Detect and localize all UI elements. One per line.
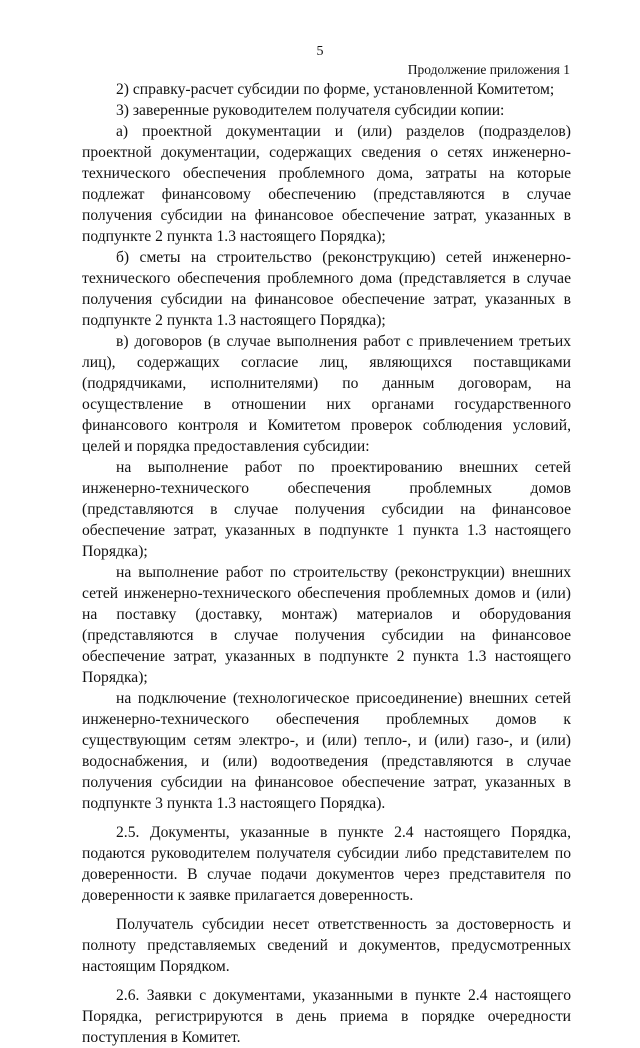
page-number: 5 bbox=[316, 44, 324, 59]
paragraph-subitem-b: б) сметы на строительство (реконструкцию) сетей инженерно-технического обеспечения проблемного дома (представляется в случае получения субсидии на финансовое обеспечение затрат, указанных в подпункте 2 пункта 1.3 настоящего Порядка); bbox=[82, 249, 571, 329]
paragraph-responsibility: Получатель субсидии несет ответственность за достоверность и полноту представляемых сведений и документов, предусмотренных настоящим Порядком. bbox=[82, 916, 571, 975]
appendix-continuation-note: Продолжение приложения 1 bbox=[407, 62, 570, 77]
paragraph-subitem-a: а) проектной документации и (или) разделов (подразделов) проектной документации, содержащих сведения о сетях инженерно-технического обеспечения проблемного дома, затраты на которые подлежат финансовому обеспечению (представляются в случае получения субсидии на финансовое обеспечение затрат, указанных в подпункте 2 пункта 1.3 настоящего Порядка); bbox=[82, 123, 571, 245]
paragraph-item-3: 3) заверенные руководителем получателя субсидии копии: bbox=[116, 102, 505, 119]
paragraph-construction-works: на выполнение работ по строительству (реконструкции) внешних сетей инженерно-технического обеспечения проблемных домов и (или) на поставку (доставку, монтаж) материалов и оборудования (представляются в случае получения субсидии на финансовое обеспечение затрат, указанных в подпункте 2 пункта 1.3 настоящего Порядка); bbox=[82, 564, 571, 686]
paragraph-item-2: 2) справку-расчет субсидии по форме, установленной Комитетом; bbox=[116, 81, 555, 98]
paragraph-subitem-v: в) договоров (в случае выполнения работ с привлечением третьих лиц), содержащих согласие лиц, являющихся поставщиками (подрядчиками, исполнителями) по данным договорам, на осуществление в отношении них органами государственного финансового контроля и Комитетом проверок соблюдения условий, целей и порядка предоставления субсидии: bbox=[82, 333, 571, 455]
paragraph-design-works: на выполнение работ по проектированию внешних сетей инженерно-технического обеспечения проблемных домов (представляются в случае получения субсидии на финансовое обеспечение затрат, указанных в подпункте 1 пункта 1.3 настоящего Порядка); bbox=[82, 459, 571, 560]
paragraph-2-5: 2.5. Документы, указанные в пункте 2.4 настоящего Порядка, подаются руководителем получателя субсидии либо представителем по доверенности. В случае подачи документов через представителя по доверенности к заявке прилагается доверенность. bbox=[82, 824, 571, 904]
document-body bbox=[82, 79, 571, 1048]
paragraph-connection-works: на подключение (технологическое присоединение) внешних сетей инженерно-технического обеспечения проблемных домов к существующим сетям электро-, и (или) тепло-, и (или) газо-, и (или) водоснабжения, и (или) водоотведения (представляются в случае получения субсидии на финансовое обеспечение затрат, указанных в подпункте 3 пункта 1.3 настоящего Порядка). bbox=[82, 690, 571, 812]
paragraph-2-6: 2.6. Заявки с документами, указанными в пункте 2.4 настоящего Порядка, регистрируются в день приема в порядке очередности поступления в Комитет. bbox=[82, 987, 571, 1046]
